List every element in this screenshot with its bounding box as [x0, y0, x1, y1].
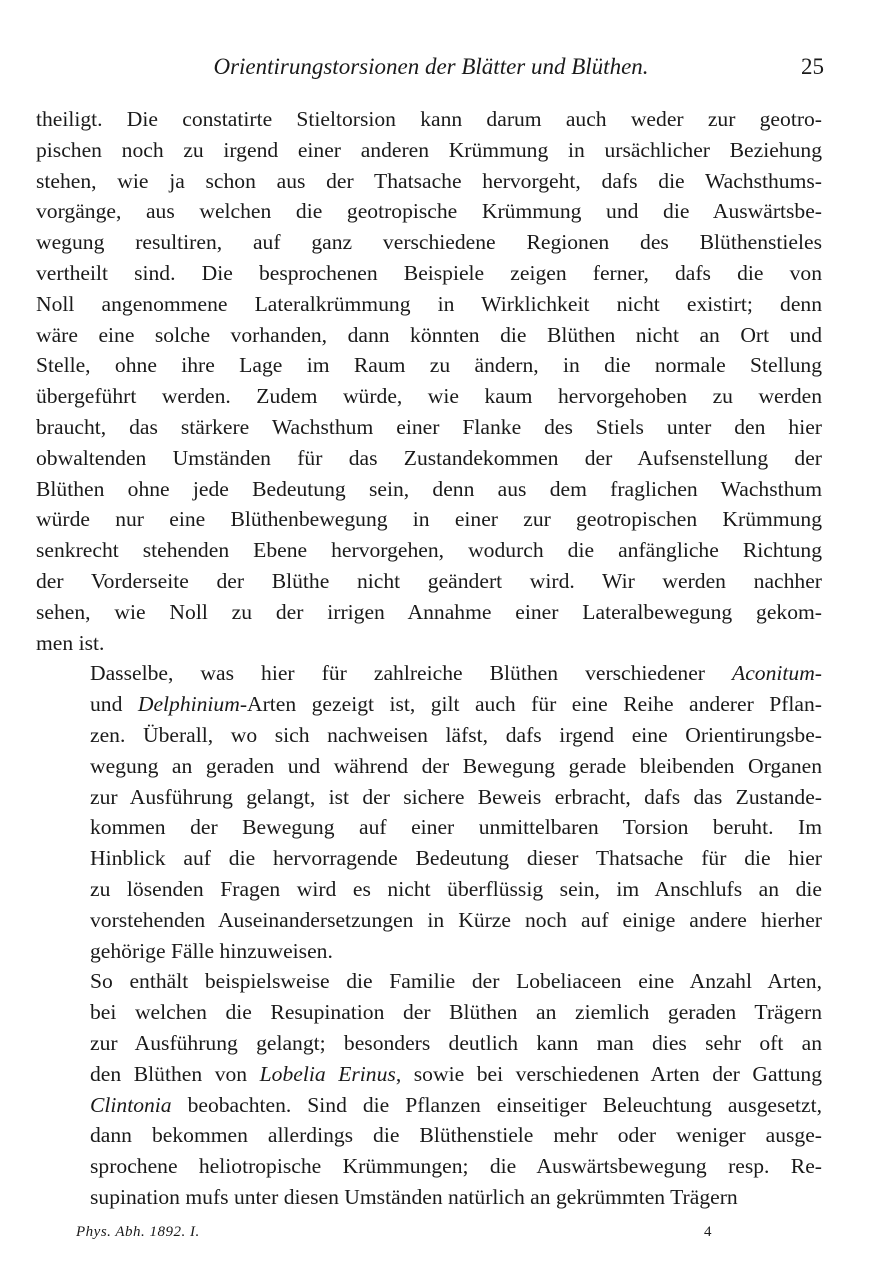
text-line: theiligt. Die constatirte Stieltorsion kann darum auch weder zur geotro- [36, 107, 822, 131]
text-line: supination mufs unter diesen Umständen natürlich an gekrümmten Trägern [90, 1184, 738, 1209]
running-head [36, 52, 826, 86]
text-line: zu lösenden Fragen wird es nicht überflüssig sein, im Anschlufs an die [90, 876, 822, 901]
text-line: braucht, das stärkere Wachsthum einer Flanke des Stiels unter den hier [36, 414, 822, 439]
text-line: wegung an geraden und während der Bewegung gerade bleibenden Organen [90, 753, 822, 778]
text-line: den Blüthen von Lobelia Erinus, sowie bei verschiedenen Arten der Gattung [90, 1061, 822, 1086]
text-line: zen. Überall, wo sich nachweisen läfst, dafs irgend eine Orientirungsbe- [90, 722, 822, 747]
text-line: Dasselbe, was hier für zahlreiche Blüthen verschiedener Aconitum- [90, 661, 822, 686]
text-line: würde nur eine Blüthenbewegung in einer zur geotropischen Krümmung [36, 507, 822, 532]
page-footer [36, 1224, 822, 1248]
text-line: sprochene heliotropische Krümmungen; die Auswärtsbewegung resp. Re- [90, 1154, 822, 1179]
text-line: sehen, wie Noll zu der irrigen Annahme einer Lateralbewegung gekom- [36, 599, 822, 624]
text-line: der Vorderseite der Blüthe nicht geändert wird. Wir werden nachher [36, 568, 822, 593]
body-text [36, 104, 822, 1213]
text-line: wegung resultiren, auf ganz verschiedene Regionen des Blüthenstieles [36, 230, 822, 255]
paragraph [36, 658, 822, 966]
text-line: stehen, wie ja schon aus der Thatsache hervorgeht, dafs die Wachsthums- [36, 168, 822, 193]
paragraph [36, 104, 822, 658]
text-line: Clintonia beobachten. Sind die Pflanzen einseitiger Beleuchtung ausgesetzt, [90, 1092, 822, 1117]
text-line: Blüthen ohne jede Bedeutung sein, denn aus dem fraglichen Wachsthum [36, 476, 822, 501]
text-line: So enthält beispielsweise die Familie der Lobeliaceen eine Anzahl Arten, [90, 969, 822, 994]
running-title: Orientirungstorsionen der Blätter und Blüthen. [213, 54, 649, 79]
text-line: Stelle, ohne ihre Lage im Raum zu ändern, in die normale Stellung [36, 353, 822, 378]
text-line: und Delphinium-Arten gezeigt ist, gilt auch für eine Reihe anderer Pflan- [90, 692, 822, 717]
page-number: 25 [801, 54, 824, 79]
footer-signature-mark: 4 [704, 1224, 712, 1240]
text-line: zur Ausführung gelangt; besonders deutlich kann man dies sehr oft an [90, 1030, 822, 1055]
text-line: gehörige Fälle hinzuweisen. [90, 938, 333, 963]
text-line: vorstehenden Auseinandersetzungen in Kürze noch auf einige andere hierher [90, 907, 822, 932]
text-line: dann bekommen allerdings die Blüthenstiele mehr oder weniger ausge- [90, 1123, 822, 1148]
text-line: vertheilt sind. Die besprochenen Beispiele zeigen ferner, dafs die von [36, 260, 822, 285]
text-line: senkrecht stehenden Ebene hervorgehen, wodurch die anfängliche Richtung [36, 538, 822, 563]
text-line: obwaltenden Umständen für das Zustandekommen der Aufsenstellung der [36, 445, 822, 470]
footer-signature: Phys. Abh. 1892. I. [76, 1224, 200, 1240]
text-line: bei welchen die Resupination der Blüthen an ziemlich geraden Trägern [90, 1000, 822, 1025]
text-line: pischen noch zu irgend einer anderen Krümmung in ursächlicher Beziehung [36, 137, 822, 162]
text-line: wäre eine solche vorhanden, dann könnten die Blüthen nicht an Ort und [36, 322, 822, 347]
text-line: Hinblick auf die hervorragende Bedeutung dieser Thatsache für die hier [90, 846, 822, 871]
text-line: Noll angenommene Lateralkrümmung in Wirklichkeit nicht existirt; denn [36, 291, 822, 316]
text-line: vorgänge, aus welchen die geotropische Krümmung und die Auswärtsbe- [36, 199, 822, 224]
text-line: übergeführt werden. Zudem würde, wie kaum hervorgehoben zu werden [36, 384, 822, 409]
text-line: zur Ausführung gelangt, ist der sichere Beweis erbracht, dafs das Zustande- [90, 784, 822, 809]
text-line: men ist. [36, 630, 105, 655]
text-line: kommen der Bewegung auf einer unmittelbaren Torsion beruht. Im [90, 815, 822, 840]
paragraph [36, 966, 822, 1212]
